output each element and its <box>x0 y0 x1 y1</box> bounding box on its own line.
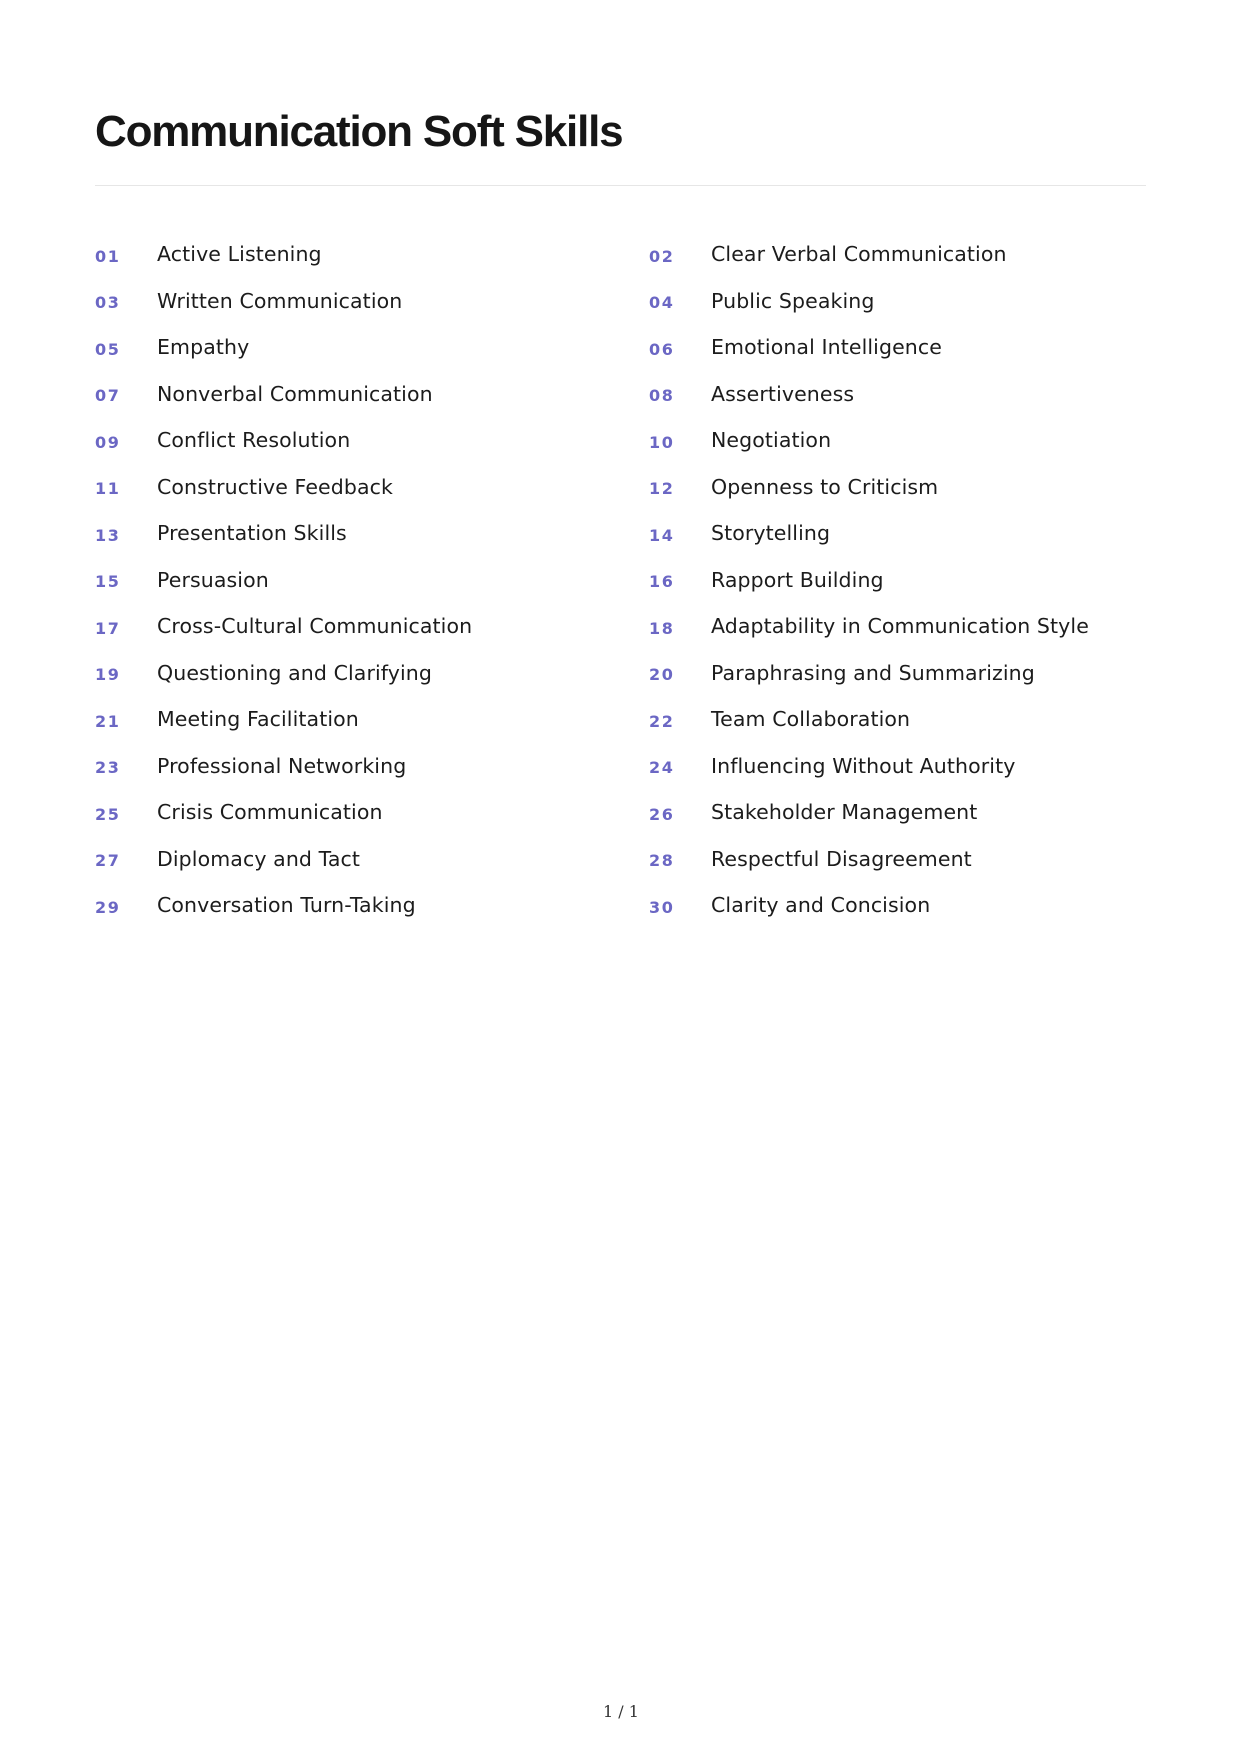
list-item <box>95 278 649 325</box>
item-number: 15 <box>95 572 121 592</box>
item-number: 26 <box>649 804 675 824</box>
item-number: 30 <box>649 897 675 917</box>
item-label: Persuasion <box>157 567 269 592</box>
list-item <box>95 464 649 511</box>
list-item <box>95 324 649 371</box>
list-item <box>649 231 1146 278</box>
item-number: 27 <box>95 851 121 871</box>
item-number: 21 <box>95 711 121 731</box>
list-item <box>649 278 1146 325</box>
list-item <box>95 603 649 650</box>
list-item <box>95 696 649 743</box>
item-label: Stakeholder Management <box>711 800 978 825</box>
item-label: Meeting Facilitation <box>157 707 359 732</box>
item-label: Empathy <box>157 335 250 360</box>
list-item <box>649 743 1146 790</box>
list-item <box>649 789 1146 836</box>
list-item <box>95 789 649 836</box>
item-number: 12 <box>649 479 675 499</box>
list-item <box>649 696 1146 743</box>
item-label: Openness to Criticism <box>711 474 939 499</box>
item-number: 03 <box>95 293 121 313</box>
item-label: Diplomacy and Tact <box>157 846 361 871</box>
item-label: Respectful Disagreement <box>711 846 972 871</box>
list-item <box>649 464 1146 511</box>
list-item <box>95 557 649 604</box>
list-item <box>649 603 1146 650</box>
page-title: Communication Soft Skills <box>95 107 623 156</box>
list-item <box>649 557 1146 604</box>
item-number: 24 <box>649 758 675 778</box>
page-number: 1 / 1 <box>603 1702 639 1721</box>
item-number: 09 <box>95 432 121 452</box>
list-item <box>95 882 649 929</box>
item-label: Clear Verbal Communication <box>711 242 1007 267</box>
item-label: Emotional Intelligence <box>711 335 942 360</box>
list-item <box>649 417 1146 464</box>
item-label: Nonverbal Communication <box>157 381 433 406</box>
item-label: Crisis Communication <box>157 800 383 825</box>
item-number: 28 <box>649 851 675 871</box>
item-label: Conversation Turn-Taking <box>157 893 416 918</box>
list-item <box>649 371 1146 418</box>
item-number: 07 <box>95 386 121 406</box>
item-number: 10 <box>649 432 675 452</box>
item-number: 20 <box>649 665 675 685</box>
item-label: Paraphrasing and Summarizing <box>711 660 1035 685</box>
item-label: Rapport Building <box>711 567 884 592</box>
item-number: 25 <box>95 804 121 824</box>
item-label: Negotiation <box>711 428 832 453</box>
list-item <box>95 371 649 418</box>
list-item <box>95 510 649 557</box>
item-number: 29 <box>95 897 121 917</box>
list-item <box>95 417 649 464</box>
item-label: Constructive Feedback <box>157 474 393 499</box>
list-item <box>95 743 649 790</box>
list-item <box>649 324 1146 371</box>
item-number: 06 <box>649 339 675 359</box>
item-number: 23 <box>95 758 121 778</box>
item-label: Presentation Skills <box>157 521 347 546</box>
item-number: 14 <box>649 525 675 545</box>
list-item <box>95 836 649 883</box>
item-number: 01 <box>95 246 121 266</box>
item-number: 19 <box>95 665 121 685</box>
item-label: Adaptability in Communication Style <box>711 614 1089 639</box>
item-number: 04 <box>649 293 675 313</box>
item-number: 17 <box>95 618 121 638</box>
item-label: Storytelling <box>711 521 831 546</box>
list-item <box>95 650 649 697</box>
item-number: 18 <box>649 618 675 638</box>
item-label: Professional Networking <box>157 753 407 778</box>
item-label: Public Speaking <box>711 288 875 313</box>
item-number: 05 <box>95 339 121 359</box>
list-item <box>649 650 1146 697</box>
item-number: 13 <box>95 525 121 545</box>
list-item <box>649 882 1146 929</box>
item-label: Written Communication <box>157 288 403 313</box>
item-label: Questioning and Clarifying <box>157 660 432 685</box>
list-item <box>649 510 1146 557</box>
item-label: Team Collaboration <box>711 707 911 732</box>
title-divider <box>95 185 1146 186</box>
item-number: 22 <box>649 711 675 731</box>
list-item <box>95 231 649 278</box>
item-label: Active Listening <box>157 242 322 267</box>
item-label: Assertiveness <box>711 381 855 406</box>
item-label: Clarity and Concision <box>711 893 931 918</box>
list-item <box>649 836 1146 883</box>
item-number: 02 <box>649 246 675 266</box>
item-number: 11 <box>95 479 121 499</box>
item-label: Influencing Without Authority <box>711 753 1016 778</box>
item-label: Cross-Cultural Communication <box>157 614 473 639</box>
item-number: 08 <box>649 386 675 406</box>
skills-list <box>95 231 1146 929</box>
item-label: Conflict Resolution <box>157 428 351 453</box>
item-number: 16 <box>649 572 675 592</box>
